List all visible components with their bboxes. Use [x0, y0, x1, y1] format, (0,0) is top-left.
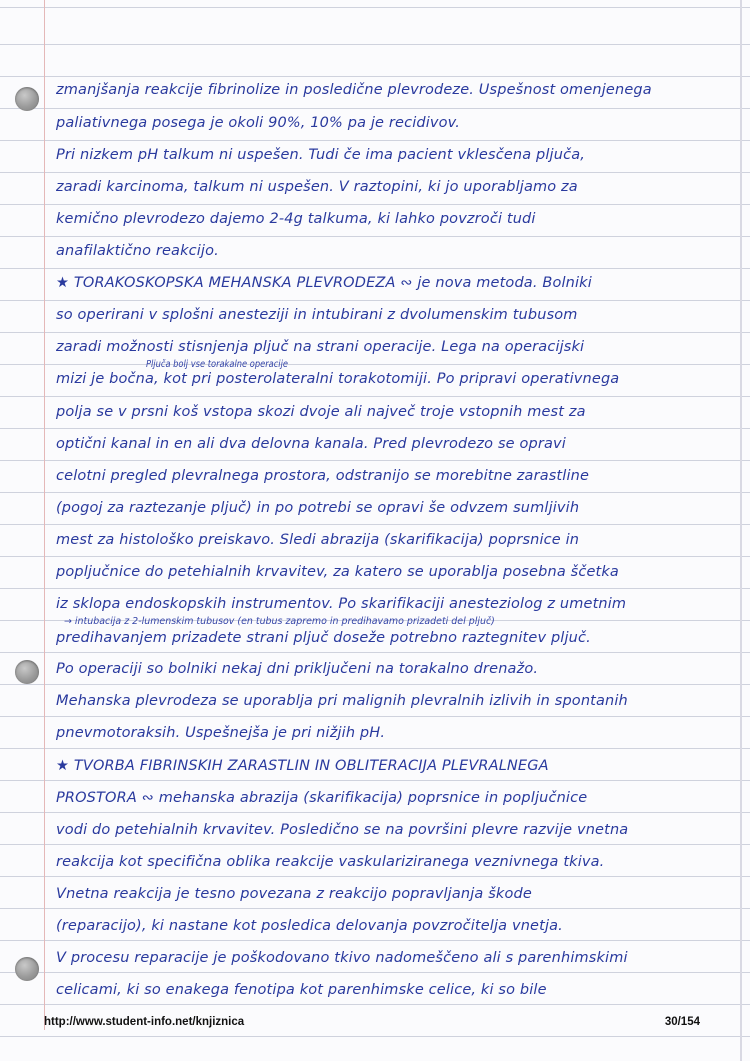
handwritten-line: Mehanska plevrodeza se uporablja pri malignih plevralnih izlivih in spontanih — [56, 693, 628, 709]
handwritten-line: mizi je bočna, kot pri posterolateralni torakotomiji. Po pripravi operativnega — [56, 371, 620, 387]
handwritten-line: paliativnega posega je okoli 90%, 10% pa je recidivov. — [56, 115, 460, 131]
handwritten-line: iz sklopa endoskopskih instrumentov. Po skarifikaciji anesteziolog z umetnim — [56, 596, 627, 612]
punch-hole — [15, 660, 39, 684]
handwritten-line: vodi do petehialnih krvavitev. Posledično se na površini plevre razvije vnetna — [56, 822, 629, 838]
handwritten-line: Po operaciji so bolniki nekaj dni priključeni na torakalno drenažo. — [56, 661, 539, 677]
handwritten-line: kemično plevrodezo dajemo 2-4g talkuma, ki lahko povzroči tudi — [56, 211, 536, 227]
margin-annotation: → intubacija z 2-lumenskim tubusov (en tubus zapremo in predihavamo prizadeti del pljuč) — [64, 616, 495, 627]
handwritten-line: V procesu reparacije je poškodovano tkivo nadomeščeno ali s parenhimskimi — [56, 950, 628, 966]
handwritten-line: reakcija kot specifična oblika reakcije vaskulariziranega veznivnega tkiva. — [56, 854, 605, 870]
handwritten-line: so operirani v splošni anesteziji in intubirani z dvolumenskim tubusom — [56, 307, 578, 323]
handwritten-line: celicami, ki so enakega fenotipa kot parenhimske celice, ki so bile — [56, 982, 547, 998]
handwritten-line: optični kanal in en ali dva delovna kanala. Pred plevrodezo se opravi — [56, 436, 566, 452]
handwritten-line: (reparacijo), ki nastane kot posledica delovanja povzročitelja vnetja. — [56, 918, 563, 934]
handwritten-line: predihavanjem prizadete strani pljuč doseže potrebno raztegnitev pljuč. — [56, 630, 591, 646]
handwritten-line: mest za histološko preiskavo. Sledi abrazija (skarifikacija) poprsnice in — [56, 532, 580, 548]
handwritten-line: polja se v prsni koš vstopa skozi dvoje ali največ troje vstopnih mest za — [56, 404, 586, 420]
section-heading: ★ TVORBA FIBRINSKIH ZARASTLIN IN OBLITERACIJA PLEVRALNEGA — [56, 758, 549, 774]
handwritten-line: anafilaktično reakcijo. — [56, 243, 219, 259]
source-url[interactable]: http://www.student-info.net/knjiznica — [44, 1016, 245, 1028]
handwritten-line: pnevmotoraksih. Uspešnejša je pri nižjih pH. — [56, 725, 386, 741]
handwritten-line: Vnetna reakcija je tesno povezana z reakcijo popravljanja škode — [56, 886, 532, 902]
punch-hole — [15, 87, 39, 111]
handwritten-line: Pri nizkem pH talkum ni uspešen. Tudi če ima pacient vklesčena pljuča, — [56, 147, 585, 163]
margin-line — [44, 0, 45, 1030]
margin-annotation: Pljuča bolj vse torakalne operacije — [146, 359, 288, 370]
punch-hole — [15, 957, 39, 981]
page-footer — [44, 1016, 700, 1034]
page-number: 30/154 — [664, 1016, 700, 1028]
handwritten-line: zmanjšanja reakcije fibrinolize in posledične plevrodeze. Uspešnost omenjenega — [56, 82, 652, 98]
handwritten-line: popljučnice do petehialnih krvavitev, za katero se uporablja posebna ščetka — [56, 564, 619, 580]
handwritten-line: celotni pregled plevralnega prostora, odstranijo se morebitne zarastline — [56, 468, 590, 484]
handwritten-line: (pogoj za raztezanje pljuč) in po potrebi se opravi še odvzem sumljivih — [56, 500, 580, 516]
handwritten-line: PROSTORA ∾ mehanska abrazija (skarifikacija) poprsnice in popljučnice — [56, 790, 588, 806]
handwritten-line: zaradi karcinoma, talkum ni uspešen. V raztopini, ki jo uporabljamo za — [56, 179, 578, 195]
handwritten-line: zaradi možnosti stisnjenja pljuč na strani operacije. Lega na operacijski — [56, 339, 585, 355]
section-heading: ★ TORAKOSKOPSKA MEHANSKA PLEVRODEZA ∾ je nova metoda. Bolniki — [56, 275, 592, 291]
